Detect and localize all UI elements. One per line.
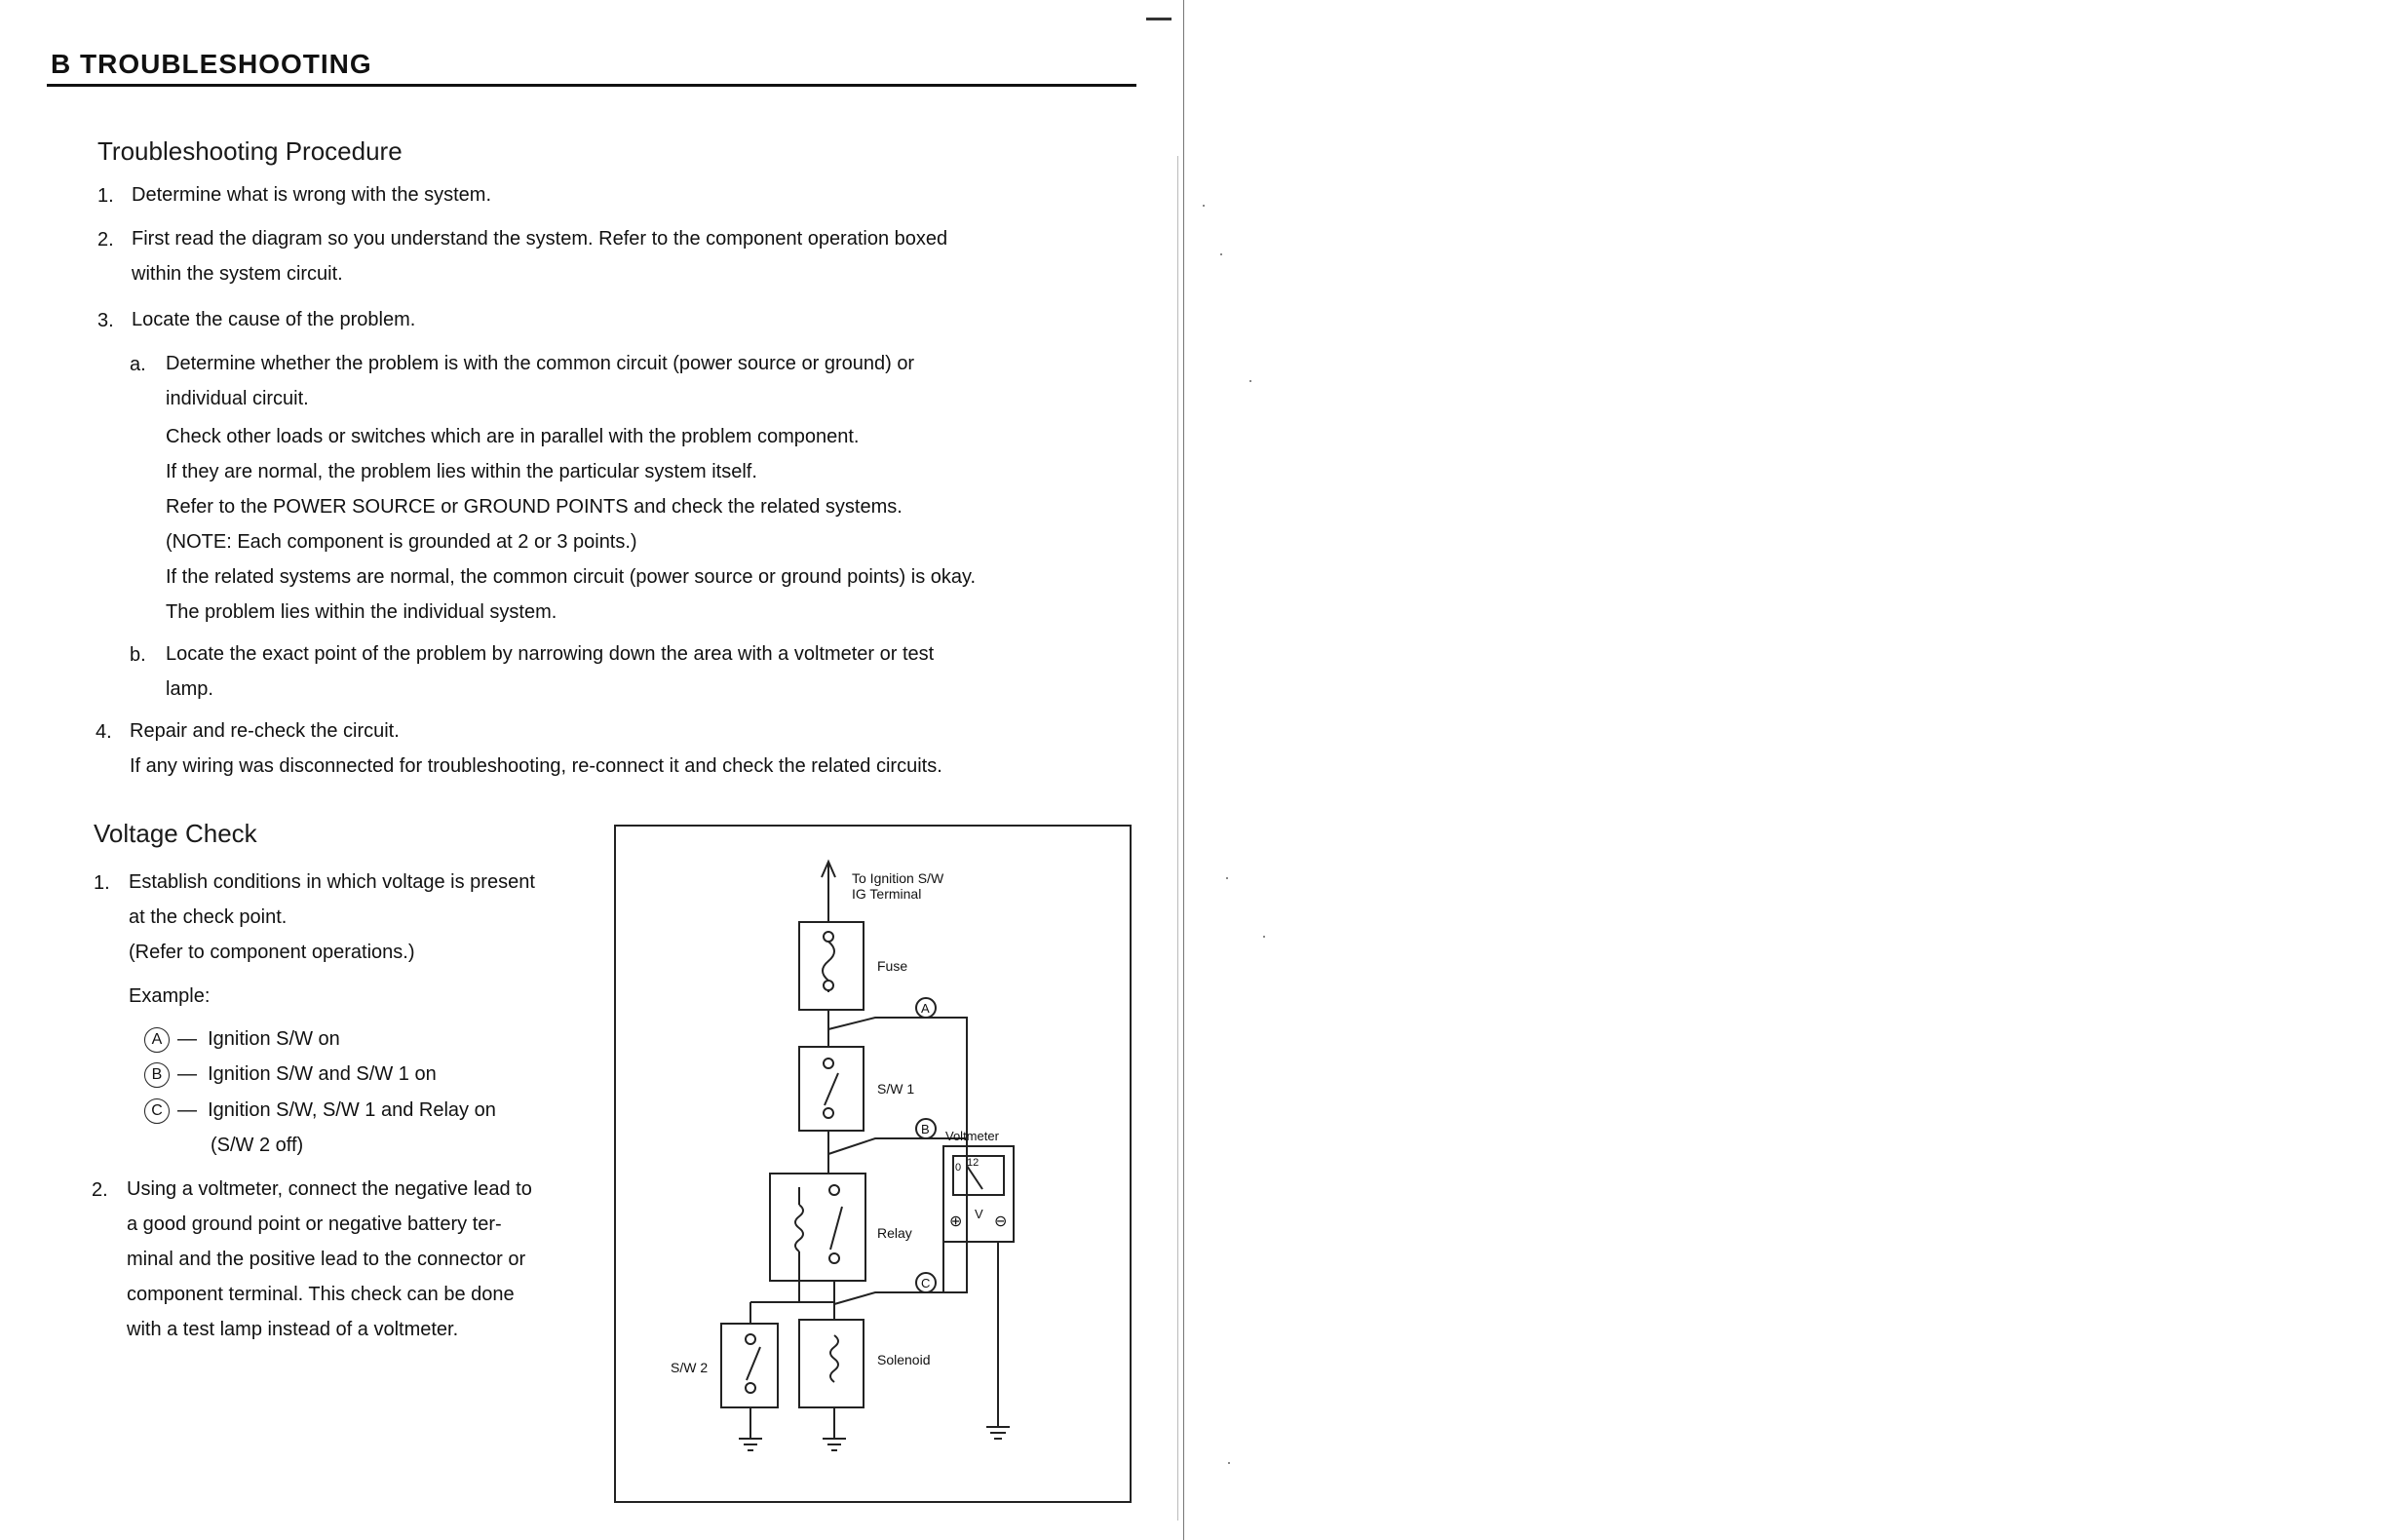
scan-speck — [1263, 936, 1265, 938]
step3b-line: Locate the exact point of the problem by narrowing down the area with a voltmeter or test — [166, 643, 935, 665]
solenoid-label: Solenoid — [877, 1352, 931, 1367]
step3b-line: lamp. — [166, 678, 213, 700]
example-cont: (S/W 2 off) — [211, 1135, 304, 1156]
step4-line2: If any wiring was disconnected for troubleshooting, re-connect it and check the related circuits. — [130, 755, 942, 777]
fuse-label: Fuse — [877, 958, 908, 974]
scan-speck — [1249, 380, 1251, 382]
voltage-step2-line: minal and the positive lead to the connector or — [127, 1249, 526, 1270]
sw2-label: S/W 2 — [671, 1360, 709, 1375]
voltage-step2-number: 2. — [92, 1179, 108, 1201]
point-c-label: C — [921, 1276, 931, 1290]
example-label: Example: — [129, 985, 211, 1007]
relay-label: Relay — [877, 1225, 912, 1241]
example-dash: — — [177, 1063, 197, 1085]
example-text: Ignition S/W and S/W 1 on — [208, 1063, 437, 1085]
step1-number: 1. — [97, 185, 114, 207]
step3a-line: Determine whether the problem is with the common circuit (power source or ground) or — [166, 353, 915, 374]
step2-line2: within the system circuit. — [132, 263, 343, 285]
scan-speck — [1226, 877, 1228, 879]
step3-text: Locate the cause of the problem. — [132, 309, 416, 330]
voltage-title: Voltage Check — [94, 819, 257, 848]
example-item-c — [144, 1093, 496, 1128]
step4-line1: Repair and re-check the circuit. — [130, 720, 400, 742]
step4-number: 4. — [96, 721, 112, 743]
point-b-badge: B — [144, 1062, 170, 1088]
voltage-step2-line: Using a voltmeter, connect the negative lead to — [127, 1178, 532, 1200]
step3a-line: individual circuit. — [166, 388, 309, 409]
step3b-label: b. — [130, 644, 146, 666]
scan-mark — [1146, 18, 1172, 20]
sw1-label: S/W 1 — [877, 1081, 915, 1097]
voltage-step1-line: (Refer to component operations.) — [129, 942, 415, 963]
meter-twelve: 12 — [967, 1157, 980, 1169]
ignition-label-1: To Ignition S/W — [852, 870, 944, 886]
meter-minus: ⊖ — [994, 1213, 1008, 1230]
step2-number: 2. — [97, 229, 114, 250]
meter-plus: ⊕ — [949, 1213, 963, 1230]
page-edge-line — [1183, 0, 1184, 1540]
scan-speck — [1203, 205, 1205, 207]
step3a-line: If the related systems are normal, the common circuit (power source or ground points) is okay. — [166, 566, 977, 588]
step3a-line: The problem lies within the individual system. — [166, 601, 557, 623]
voltage-step1-line: at the check point. — [129, 906, 288, 928]
point-c-badge: C — [144, 1098, 170, 1124]
header-rule — [47, 84, 1136, 87]
step3a-line: Check other loads or switches which are in parallel with the problem component. — [166, 426, 860, 447]
meter-v: V — [975, 1207, 983, 1221]
ignition-label-2: IG Terminal — [852, 886, 922, 902]
example-dash: — — [177, 1028, 197, 1050]
step2-line1: First read the diagram so you understand the system. Refer to the component operation boxed — [132, 228, 948, 250]
voltmeter-label: Voltmeter — [945, 1129, 999, 1143]
point-a-badge: A — [144, 1027, 170, 1053]
step3a-line: If they are normal, the problem lies within the particular system itself. — [166, 461, 757, 482]
voltage-step2-line: component terminal. This check can be done — [127, 1284, 515, 1305]
scan-speck — [1220, 253, 1222, 255]
point-b-label: B — [921, 1122, 930, 1136]
voltage-step1-number: 1. — [94, 872, 110, 894]
section-title: B TROUBLESHOOTING — [51, 49, 372, 79]
step3a-line: Refer to the POWER SOURCE or GROUND POINTS and check the related systems. — [166, 496, 903, 518]
example-dash: — — [177, 1099, 197, 1121]
example-text: Ignition S/W, S/W 1 and Relay on — [208, 1099, 496, 1121]
procedure-title: Troubleshooting Procedure — [97, 136, 403, 166]
scan-speck — [1228, 1462, 1230, 1464]
example-item-b — [144, 1057, 437, 1092]
step3a-label: a. — [130, 354, 146, 375]
point-a-label: A — [921, 1001, 930, 1016]
example-text: Ignition S/W on — [208, 1028, 340, 1050]
voltage-step2-line: a good ground point or negative battery ter- — [127, 1213, 502, 1235]
voltage-step1-line: Establish conditions in which voltage is present — [129, 871, 535, 893]
step3a-line: (NOTE: Each component is grounded at 2 or 3 points.) — [166, 531, 637, 553]
step3-number: 3. — [97, 310, 114, 331]
voltage-step2-line: with a test lamp instead of a voltmeter. — [127, 1319, 459, 1340]
circuit-diagram — [614, 825, 1132, 1503]
meter-zero: 0 — [955, 1162, 962, 1174]
page-edge-line-faint — [1177, 156, 1178, 1521]
example-item-a — [144, 1021, 340, 1057]
step1-text: Determine what is wrong with the system. — [132, 184, 492, 206]
